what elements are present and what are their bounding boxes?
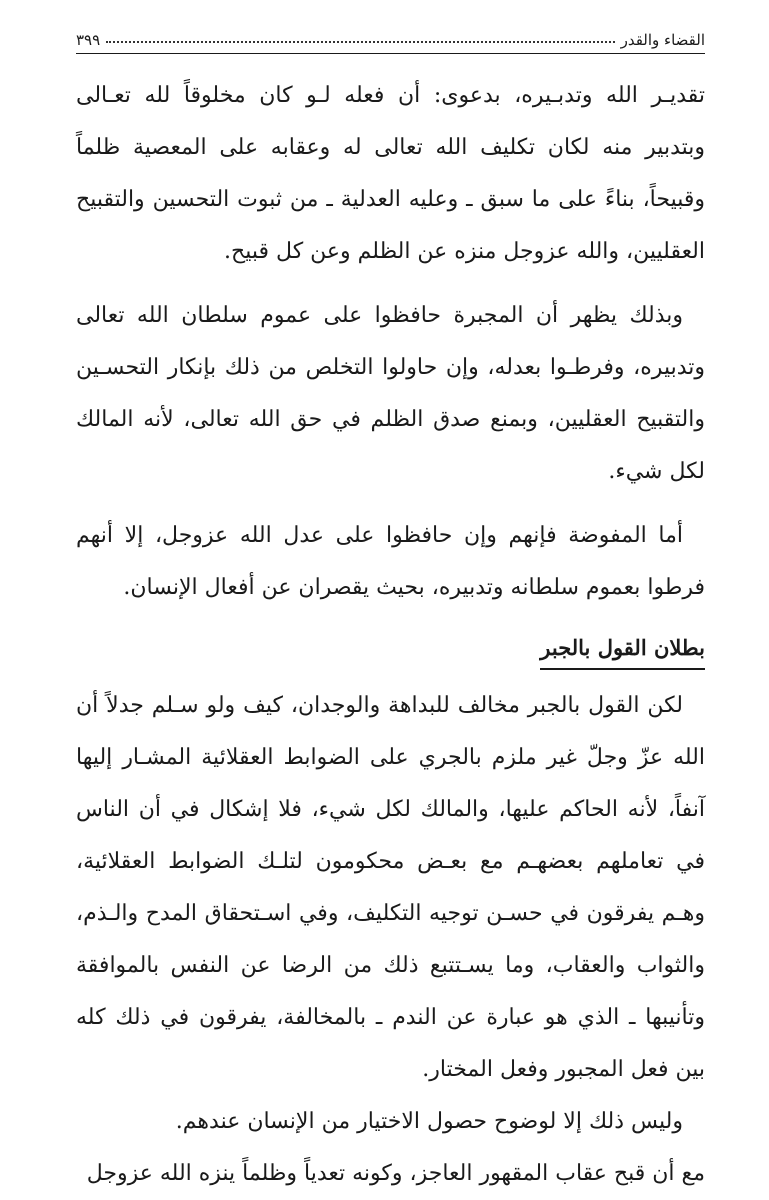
paragraph: أما المفوضة فإنهم وإن حافظوا على عدل الله عزوجل، إلا أنهم فرطوا بعموم سلطانه وتدبيره، بحيث يقصران عن أفعال الإنسان. (76, 523, 705, 600)
header-title: القضاء والقدر (620, 31, 705, 49)
running-header (76, 27, 705, 54)
page-number: ٣٩٩ (76, 31, 101, 49)
paragraph: مع أن قبح عقاب المقهور العاجز، وكونه تعدياً وظلماً ينزه الله عزوجل (86, 1161, 705, 1186)
paragraph: وبذلك يظهر أن المجبرة حافظوا على عموم سلطان الله تعالى وتدبيره، وفرطـوا بعدله، وإن حاولوا التخلص من ذلك بإنكار التحسـين والتقبيح العقليين، وبمنع صدق الظلم في حق الله تعالى، لأنه المالك لكل شيء. (76, 303, 705, 484)
paragraph: تقديـر الله وتدبـيره، بدعوى: أن فعله لـو كان مخلوقاً لله تعـالى وبتدبير منه لكان تكليف الله تعالى له وعقابه على المعصية ظلماً وقبيحاً، بناءً على ما سبق ـ وعليه العدلية ـ من ثبوت التحسين والتقبيح العقليين، والله عزوجل منزه عن الظلم وعن كل قبيح. (76, 83, 705, 264)
paragraph: وليس ذلك إلا لوضوح حصول الاختيار من الإنسان عندهم. (175, 1109, 683, 1134)
page-body (76, 70, 705, 1200)
section-heading: بطلان القول بالجبر (540, 628, 705, 670)
header-dot-leader (106, 41, 614, 43)
paragraph: لكن القول بالجبر مخالف للبداهة والوجدان، كيف ولو سـلم جدلاً أن الله عزّ وجلّ غير ملزم بالجري على الضوابط العقلائية المشـار إليها آنفاً، لأنه الحاكم عليها، والمالك لكل شيء، فلا إشكال في أن الناس في تعاملهم بعضهـم مع بعـض محكومون لتلـك الضوابط العقلائية، وهـم يفرقون في حسـن توجيه التكليف، وفي اسـتحقاق المدح والـذم، والثواب والعقاب، وما يسـتتبع ذلك من الرضا عن النفس بالموافقة وتأنيبها ـ الذي هو عبارة عن الندم ـ بالمخالفة، يفرقون في ذلك كله بين فعل المجبور وفعل المختار. (76, 693, 705, 1082)
